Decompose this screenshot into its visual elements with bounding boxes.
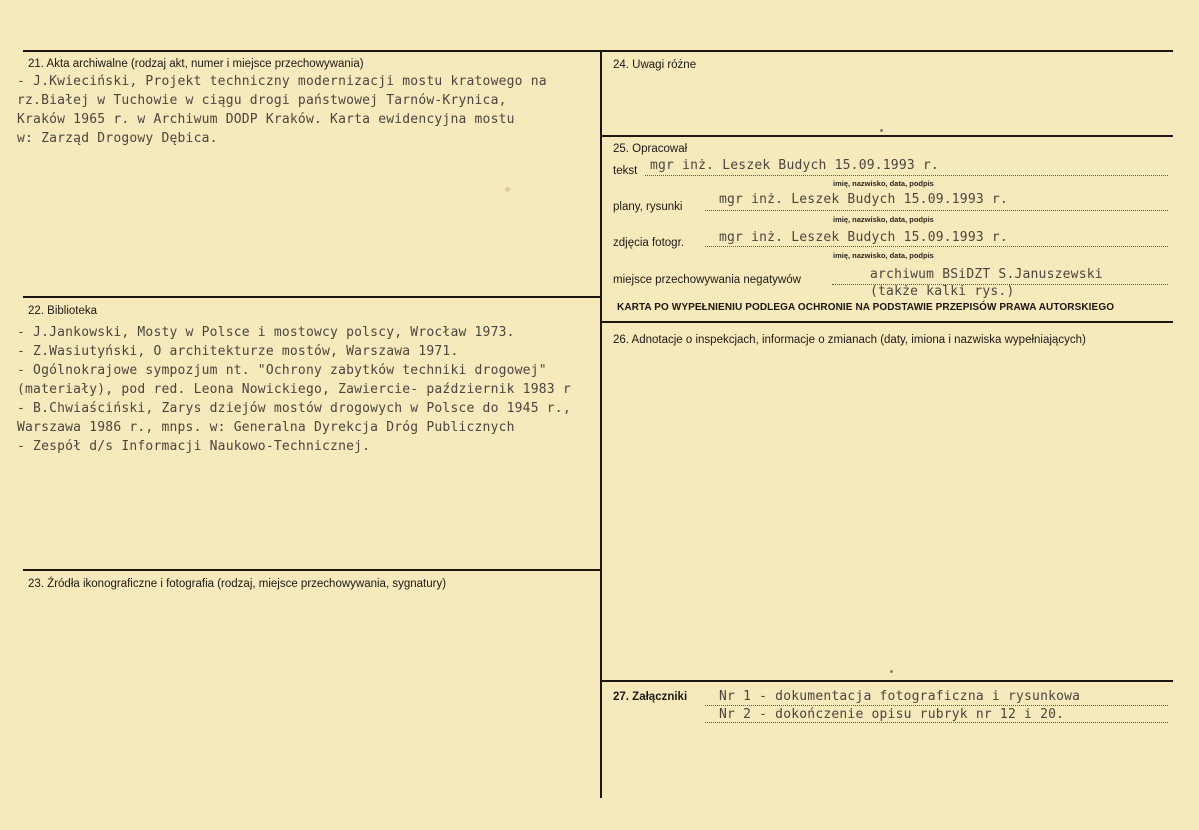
zdjecia-value: mgr inż. Leszek Budych 15.09.1993 r. (719, 230, 1008, 245)
plany-label: plany, rysunki (613, 201, 683, 213)
divider-24-25 (601, 135, 1173, 137)
attachment-line (705, 705, 1168, 706)
divider-25-26 (601, 321, 1173, 323)
section-21-heading: 21. Akta archiwalne (rodzaj akt, numer i miejsce przechowywania) (28, 58, 364, 70)
divider-21-22 (23, 296, 601, 298)
negatywy-value-2: (także kalki rys.) (870, 284, 1015, 299)
tekst-line (645, 175, 1168, 176)
attachment-item: Nr 1 - dokumentacja fotograficzna i rysunkowa (719, 689, 1081, 704)
center-divider (600, 50, 602, 798)
negatywy-value-1: archiwum BSiDZT S.Januszewski (870, 267, 1103, 282)
zdjecia-label: zdjęcia fotogr. (613, 237, 684, 249)
section-21-line: rz.Białej w Tuchowie w ciągu drogi państwowej Tarnów-Krynica, (17, 93, 507, 108)
section-23-heading: 23. Źródła ikonograficzne i fotografia (rodzaj, miejsce przechowywania, sygnatury) (28, 578, 447, 590)
paper-speck (880, 129, 883, 132)
plany-line (705, 210, 1168, 211)
attachment-line (705, 722, 1168, 723)
section-22-line: - Zespół d/s Informacji Naukowo-Technicznej. (17, 439, 371, 454)
paper-speck (890, 670, 893, 673)
section-22-line: - J.Jankowski, Mosty w Polsce i mostowcy polscy, Wrocław 1973. (17, 325, 515, 340)
divider-22-23 (23, 569, 601, 571)
top-rule (23, 50, 1173, 52)
section-24-heading: 24. Uwagi różne (613, 59, 697, 71)
section-21-text (17, 72, 547, 148)
plany-caption: imię, nazwisko, data, podpis (833, 215, 934, 224)
section-22-line: - Z.Wasiutyński, O architekturze mostów, Warszawa 1971. (17, 344, 459, 359)
section-27-heading-text: 27. Załączniki (613, 691, 688, 703)
section-21-line: w: Zarząd Drogowy Dębica. (17, 131, 218, 146)
section-22-line: - Ogólnokrajowe sympozjum nt. "Ochrony zabytków techniki drogowej" (17, 363, 547, 378)
section-25-heading: 25. Opracował (613, 143, 688, 155)
section-27-items (719, 688, 1080, 724)
negatywy-label: miejsce przechowywania negatywów (613, 274, 801, 286)
zdjecia-caption: imię, nazwisko, data, podpis (833, 251, 934, 260)
section-22-line: Warszawa 1986 r., mnps. w: Generalna Dyrekcja Dróg Publicznych (17, 420, 515, 435)
paper-speck (505, 187, 510, 192)
section-26-heading: 26. Adnotacje o inspekcjach, informacje o zmianach (daty, imiona i nazwiska wypełniających) (613, 334, 1086, 346)
section-22-heading: 22. Biblioteka (28, 305, 98, 317)
tekst-value: mgr inż. Leszek Budych 15.09.1993 r. (650, 158, 939, 173)
section-22-text (17, 323, 571, 456)
section-22-line: (materiały), pod red. Leona Nowickiego, Zawiercie- październik 1983 r (17, 382, 571, 397)
section-22-line: - B.Chwiaściński, Zarys dziejów mostów drogowych w Polsce do 1945 r., (17, 401, 571, 416)
attachment-item: Nr 2 - dokończenie opisu rubryk nr 12 i 20. (719, 707, 1065, 722)
tekst-label: tekst (613, 165, 638, 177)
copyright-notice: KARTA PO WYPEŁNIENIU PODLEGA OCHRONIE NA PODSTAWIE PRZEPISÓW PRAWA AUTORSKIEGO (617, 302, 1115, 313)
section-21-line: Kraków 1965 r. w Archiwum DODP Kraków. Karta ewidencyjna mostu (17, 112, 515, 127)
divider-26-27 (601, 680, 1173, 682)
section-21-line: - J.Kwieciński, Projekt techniczny modernizacji mostu kratowego na (17, 74, 547, 89)
plany-value: mgr inż. Leszek Budych 15.09.1993 r. (719, 192, 1008, 207)
zdjecia-line (705, 246, 1168, 247)
tekst-caption: imię, nazwisko, data, podpis (833, 179, 934, 188)
section-27-heading (613, 691, 687, 703)
